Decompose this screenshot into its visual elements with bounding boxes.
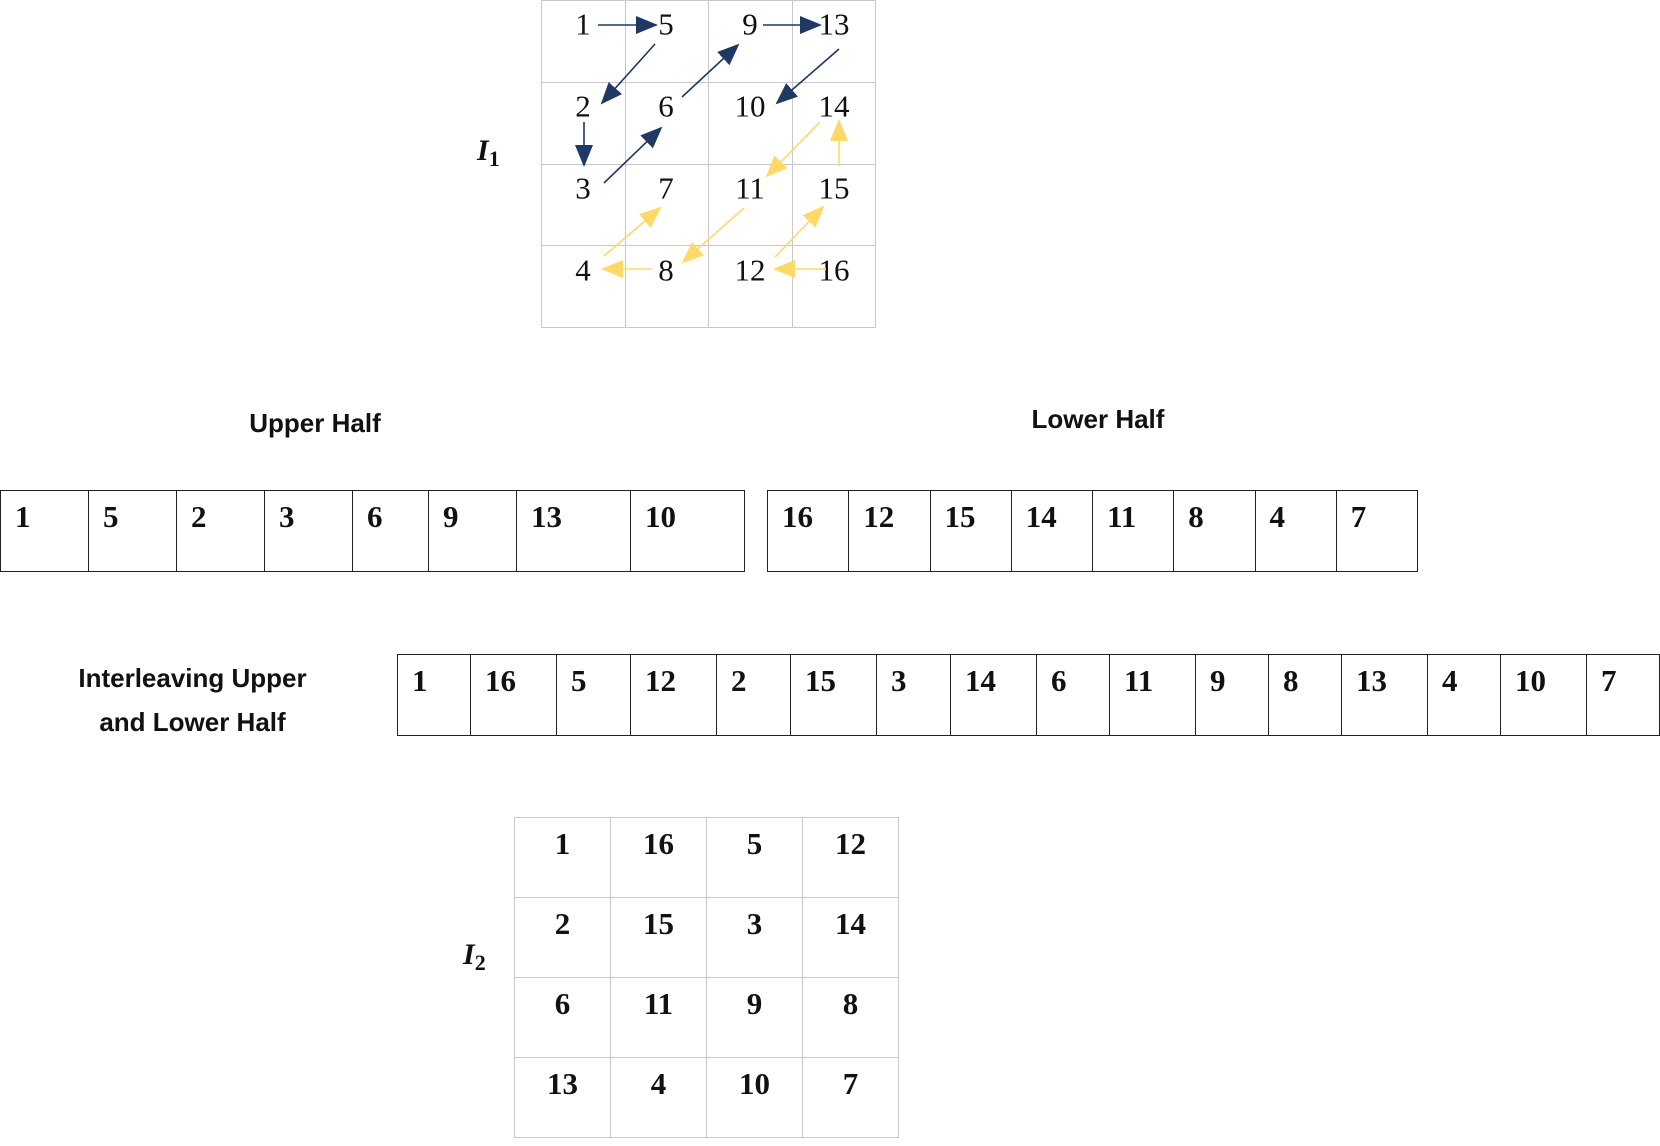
interleaved-cell: 1 xyxy=(398,655,471,736)
i2-cell: 11 xyxy=(611,978,707,1058)
lower-half-cell: 7 xyxy=(1336,491,1417,572)
upper-half-cell: 2 xyxy=(177,491,265,572)
lower-half-array xyxy=(767,490,1418,572)
i2-cell: 3 xyxy=(707,898,803,978)
i2-cell: 8 xyxy=(803,978,899,1058)
i1-cell-value: 9 xyxy=(742,6,758,42)
upper-half-cell: 3 xyxy=(265,491,353,572)
upper-half-cell: 9 xyxy=(429,491,517,572)
lower-half-cell: 4 xyxy=(1255,491,1336,572)
i2-label xyxy=(463,938,486,976)
lower-half-cell: 8 xyxy=(1174,491,1255,572)
i1-cell-value: 4 xyxy=(575,252,591,288)
interleaved-cell: 4 xyxy=(1428,655,1501,736)
i2-cell: 9 xyxy=(707,978,803,1058)
i1-cell-value: 10 xyxy=(734,88,766,124)
lower-half-cell: 11 xyxy=(1093,491,1174,572)
i2-cell: 2 xyxy=(515,898,611,978)
i1-label-letter: I xyxy=(477,134,489,167)
i1-cell-value: 15 xyxy=(818,170,850,206)
i2-cell: 7 xyxy=(803,1058,899,1138)
i2-label-letter: I xyxy=(463,938,475,971)
i1-cell-value: 3 xyxy=(575,170,591,206)
interleaved-cell: 6 xyxy=(1037,655,1110,736)
interleaved-cell: 5 xyxy=(557,655,631,736)
interleaved-cell: 10 xyxy=(1501,655,1587,736)
i2-cell: 13 xyxy=(515,1058,611,1138)
upper-half-title: Upper Half xyxy=(249,408,381,438)
i2-cell: 15 xyxy=(611,898,707,978)
i2-cell: 14 xyxy=(803,898,899,978)
lower-half-cell: 16 xyxy=(768,491,849,572)
i1-cell-value: 13 xyxy=(818,6,850,42)
i1-label xyxy=(477,134,500,172)
i2-cell: 6 xyxy=(515,978,611,1058)
interleaved-cell: 8 xyxy=(1269,655,1342,736)
interleaved-cell: 13 xyxy=(1342,655,1428,736)
i2-cell: 5 xyxy=(707,818,803,898)
i1-cell-value: 7 xyxy=(658,170,674,206)
lower-half-cell: 14 xyxy=(1011,491,1092,572)
interleaved-array xyxy=(397,654,1660,736)
i1-cell-value: 16 xyxy=(818,252,850,288)
interleaved-cell: 3 xyxy=(877,655,951,736)
interleaved-cell: 14 xyxy=(951,655,1037,736)
lower-half-cell: 12 xyxy=(849,491,930,572)
upper-half-cell: 5 xyxy=(89,491,177,572)
interleave-title-line2: and Lower Half xyxy=(99,707,286,737)
lower-half-title: Lower Half xyxy=(1031,404,1165,434)
i1-cell-value: 14 xyxy=(818,88,850,124)
upper-half-cell: 10 xyxy=(631,491,745,572)
interleaved-cell: 16 xyxy=(471,655,557,736)
i2-cell: 10 xyxy=(707,1058,803,1138)
interleave-title-line1: Interleaving Upper xyxy=(78,663,307,693)
upper-half-cell: 1 xyxy=(1,491,89,572)
i1-cell-value: 5 xyxy=(658,6,674,42)
i1-cell-value: 1 xyxy=(575,6,591,42)
i1-cell-value: 6 xyxy=(658,88,674,124)
i2-label-subscript: 2 xyxy=(474,950,486,975)
interleaved-cell: 7 xyxy=(1587,655,1660,736)
upper-half-cell: 6 xyxy=(353,491,429,572)
upper-half-cell: 13 xyxy=(517,491,631,572)
i2-cell: 16 xyxy=(611,818,707,898)
lower-half-cell: 15 xyxy=(930,491,1011,572)
i1-label-subscript: 1 xyxy=(488,146,500,171)
interleaved-cell: 11 xyxy=(1110,655,1196,736)
i2-grid xyxy=(514,817,899,1138)
interleaved-cell: 12 xyxy=(631,655,717,736)
i2-cell: 4 xyxy=(611,1058,707,1138)
interleaved-cell: 9 xyxy=(1196,655,1269,736)
i1-cell-value: 2 xyxy=(575,88,591,124)
i2-cell: 1 xyxy=(515,818,611,898)
i2-cell: 12 xyxy=(803,818,899,898)
interleaved-cell: 15 xyxy=(791,655,877,736)
interleave-title xyxy=(40,656,345,744)
upper-half-array xyxy=(0,490,745,572)
i1-cell-value: 11 xyxy=(735,170,765,206)
i1-cell-value: 8 xyxy=(658,252,674,288)
i1-cell-value: 12 xyxy=(734,252,766,288)
interleaved-cell: 2 xyxy=(717,655,791,736)
